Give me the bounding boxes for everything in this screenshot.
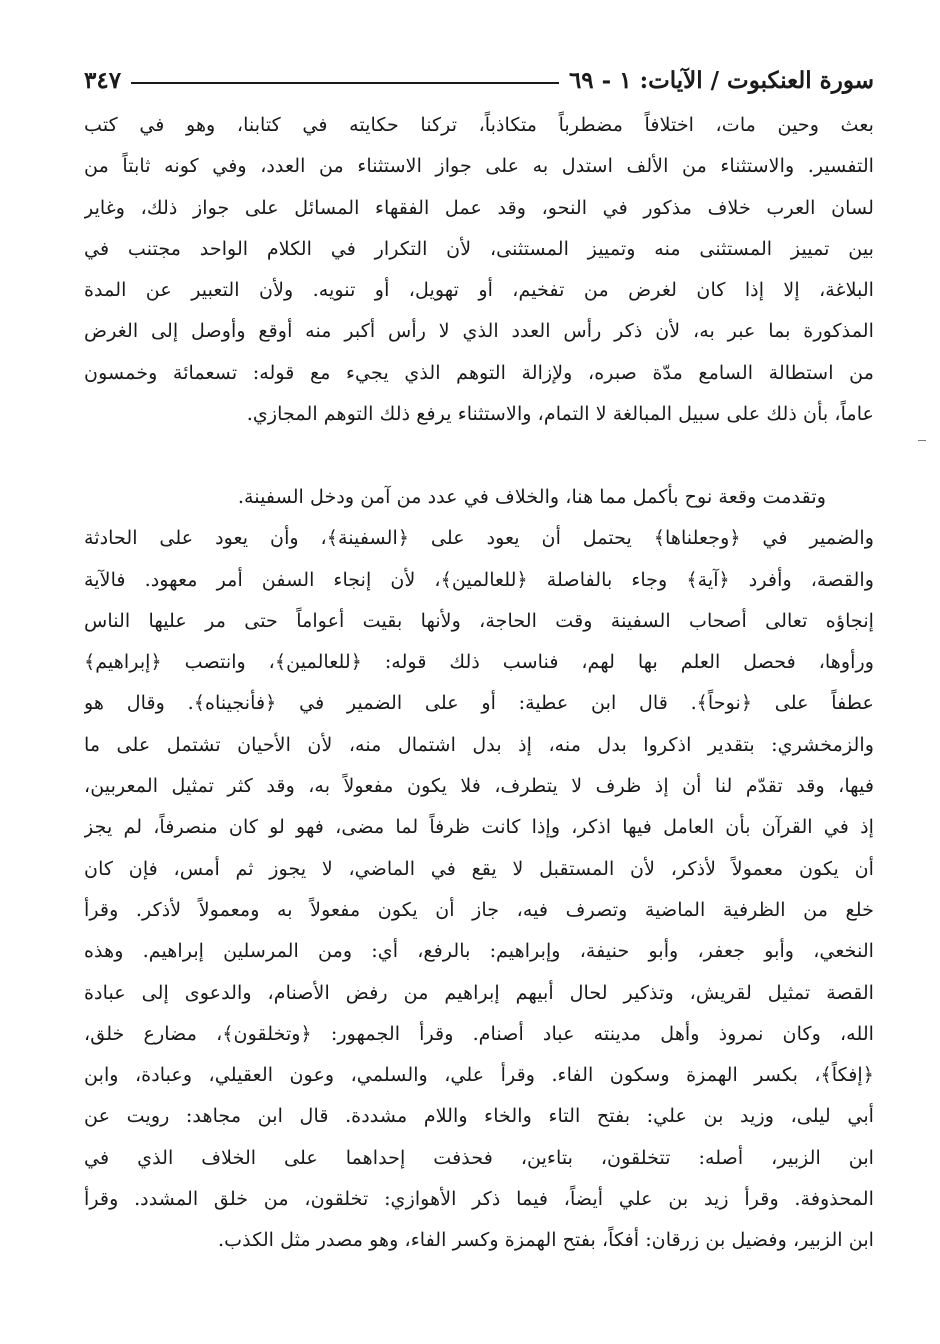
text-line: القصة تمثيل لقريش، وتذكير لحال أبيهم إبراهيم من رفض الأصنام، والدعوى إلى عبادة (84, 980, 874, 1004)
text-line: الله، وكان نمروذ وأهل مدينته عباد أصنام. وقرأ الجمهور: ﴿وتخلقون﴾، مضارع خلق، (84, 1021, 874, 1045)
text-line: بين تمييز المستثنى منه وتمييز المستثنى، لأن التكرار في الكلام الواحد مجتنب في (84, 236, 874, 260)
text-line: المحذوفة. وقرأ زيد بن علي أيضاً، فيما ذكر الأهوازي: تخلقون، من خلق المشدد. وقرأ (84, 1187, 874, 1211)
text-line: عطفاً على ﴿نوحاً﴾. قال ابن عطية: أو على الضمير في ﴿فأنجيناه﴾. وقال هو (84, 691, 874, 715)
running-header (84, 60, 874, 100)
text-line: إنجاؤه تعالى أصحاب السفينة وقت الحاجة، ولأنها بقيت أعواماً حتى مر عليها الناس (84, 608, 874, 632)
text-line: من استطالة السامع مدّة صبره، ولإزالة التوهم الذي يجيء مع قوله: تسعمائة وخمسون (84, 360, 874, 384)
text-line: وتقدمت وقعة نوح بأكمل مما هنا، والخلاف في عدد من آمن ودخل السفينة. (237, 485, 826, 508)
text-line: التفسير. والاستثناء من الألف استدل به على جواز الاستثناء من العدد، وفي كونه ثابتاً من (84, 154, 874, 178)
page-number: ٣٤٧ (84, 66, 122, 94)
text-line: والزمخشري: بتقدير اذكروا بدل منه، إذ بدل اشتمال منه، لأن الأحيان تشتمل على ما (84, 732, 874, 756)
text-line: لسان العرب خلاف مذكور في النحو، وقد عمل الفقهاء المسائل على جواز ذلك، وغاير (84, 195, 874, 219)
text-line: والضمير في ﴿وجعلناها﴾ يحتمل أن يعود على ﴿السفينة﴾، وأن يعود على الحادثة (84, 526, 874, 550)
text-line: ورأوها، فحصل العلم بها لهم، فناسب ذلك قوله: ﴿للعالمين﴾، وانتصب ﴿إبراهيم﴾ (84, 650, 874, 674)
text-line: بعث وحين مات، اختلافاً مضطرباً متكاذباً، تركنا حكايته في كتابنا، وهو في كتب (84, 113, 874, 136)
paragraph-two (84, 476, 874, 1261)
text-line: عاماً، بأن ذلك على سبيل المبالغة لا التمام، والاستثناء يرفع ذلك التوهم المجازي. (246, 402, 874, 426)
text-line: والقصة، وأفرد ﴿آية﴾ وجاء بالفاصلة ﴿للعالمين﴾، لأن إنجاء السفن أمر معهود. فالآية (84, 567, 874, 591)
margin-mark (918, 440, 926, 441)
text-line: ابن الزبير، أصله: تتخلقون، بتاءين، فحذفت إحداهما على الخلاف الذي في (84, 1145, 874, 1169)
text-line: ابن الزبير، وفضيل بن زرقان: أفكاً، بفتح الهمزة وكسر الفاء، وهو مصدر مثل الكذب. (217, 1228, 874, 1252)
text-line: أبي ليلى، وزيد بن علي: بفتح التاء والخاء واللام مشددة. قال ابن مجاهد: رويت عن (84, 1104, 874, 1128)
text-line: ﴿إفكاً﴾، بكسر الهمزة وسكون الفاء. وقرأ علي، والسلمي، وعون العقيلي، وعبادة، وابن (84, 1063, 874, 1087)
text-line: فيها، وقد تقدّم لنا أن إذ ظرف لا يتطرف، فلا يكون مفعولاً به، وقد كثر تمثيل المعربين، (84, 774, 874, 798)
text-line: النخعي، وأبو جعفر، وأبو حنيفة، وإبراهيم: بالرفع، أي: ومن المرسلين إبراهيم. وهذه (84, 939, 874, 963)
text-line: خلع من الظرفية الماضية وتصرف فيه، جاز أن يكون مفعولاً به ومعمولاً لأذكر. وقرأ (84, 897, 874, 921)
text-line: المذكورة بما عبر به، لأن ذكر رأس العدد الذي لا رأس أكبر منه أوقع وأوصل إلى الغرض (84, 319, 874, 343)
text-line: إذ في القرآن بأن العامل فيها اذكر، وإذا كانت ظرفاً لما مضى، فهو لو كان منصرفاً، لم يجز (84, 815, 874, 839)
paragraph-one (84, 104, 874, 434)
text-line: أن يكون معمولاً لأذكر، لأن المستقبل لا يقع في الماضي، لا يجوز ثم أمس، فإن كان (84, 856, 874, 880)
header-rule (131, 82, 559, 84)
surah-title: سورة العنكبوت / الآيات: ١ - ٦٩ (568, 66, 874, 94)
text-line: البلاغة، إلا إذا كان لغرض من تفخيم، أو تهويل، أو تنويه. ولأن التعبير عن المدة (84, 278, 874, 302)
